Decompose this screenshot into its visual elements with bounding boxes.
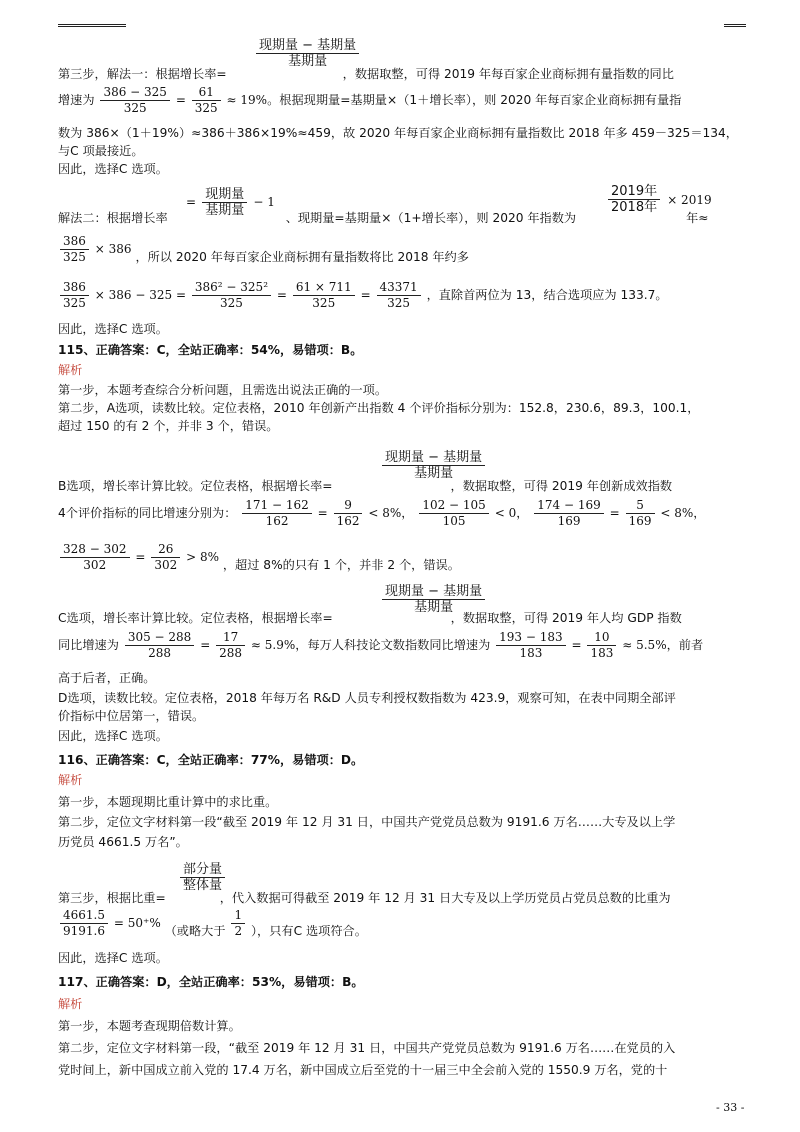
analysis-label: 解析 <box>58 773 83 787</box>
answer-header-117: 117、正确答案：D，全站正确率：53%，易错项：B。 <box>58 975 364 989</box>
year-ratio-formula: $\frac{\text{2019年}}{\text{2018年}}$ × 2019 <box>606 184 712 215</box>
conclusion-line: 因此，选择C 选项。 <box>58 951 168 965</box>
paragraph-line: 超过 150 的有 2 个，并非 3 个，错误。 <box>58 419 279 433</box>
paragraph-line: 第一步，本题考查综合分析问题，且需选出说法正确的一项。 <box>58 383 388 397</box>
paragraph-line: $\frac{4661.5}{9191.6}$ = 50⁺% （或略大于 $\frac{1}{2}$ ），只有C 选项符合。 <box>58 906 367 940</box>
paragraph-line: 第二步，A选项，读数比较。定位表格，2010 年创新产出指数 4 个评价指标分别为：152.8，230.6，89.3，100.1， <box>58 401 700 415</box>
paragraph-line: 价指标中位居第一，错误。 <box>58 709 205 723</box>
page-number: - 33 - <box>716 1101 745 1114</box>
paragraph-line: 第二步，定位文字材料第一段，“截至 2019 年 12 月 31 日，中国共产党党员总数为 9191.6 万名……在党员的入 <box>58 1041 676 1055</box>
fraction: $\frac{386 - 325}{325}$ <box>100 85 170 116</box>
header-rule-left <box>58 24 126 27</box>
paragraph-line: 同比增速为 $\frac{305 - 288}{288}$ = $\frac{17}{288}$ ≈ 5.9%，每万人科技论文数指数同比增速为 $\frac{193 - 183}{183}$ = $\frac{10}{183}$ ≈ 5.5%，前者 <box>58 630 704 660</box>
growth-rate-formula-alt: = $\frac{\text{现期量}}{\text{基期量}}$ − 1 <box>186 187 275 218</box>
analysis-label: 解析 <box>58 363 83 377</box>
paragraph-line: 第三步，根据比重= ，代入数据可得截至 2019 年 12 月 31 日大专及以上学历党员占党员总数的比重为 <box>58 891 671 905</box>
paragraph-line: C选项，增长率计算比较。定位表格，根据增长率= ，数据取整，可得 2019 年人均 GDP 指数 <box>58 611 682 625</box>
paragraph-line: 4个评价指标的同比增速分别为： $\frac{171 - 162}{162}$ = $\frac{9}{162}$ < 8%， $\frac{102 - 105}{105}$ < 0， $\frac{174 - 169}{169}$ = $\frac{5}{169}$ < 8%， <box>58 498 706 528</box>
paragraph-line: B选项，增长率计算比较。定位表格，根据增长率= ，数据取整，可得 2019 年创新成效指数 <box>58 479 673 493</box>
paragraph-line: 数为 386×（1＋19%）≈386＋386×19%≈459，故 2020 年每百家企业商标拥有量指数比 2018 年多 459－325＝134， <box>58 126 738 140</box>
paragraph-line: $\frac{386}{325}$ × 386 ，所以 2020 年每百家企业商标拥有量指数将比 2018 年约多 <box>58 232 469 266</box>
header-rule-right <box>724 24 746 27</box>
growth-rate-formula: 现期量 − 基期量 基期量 <box>382 450 485 481</box>
paragraph-line: 与C 项最接近。 <box>58 144 144 158</box>
paragraph-line: 历党员 4661.5 万名”。 <box>58 835 188 849</box>
paragraph-line: 第三步，解法一：根据增长率= ，数据取整，可得 2019 年每百家企业商标拥有量指数的同比 <box>58 67 674 81</box>
answer-header-116: 116、正确答案：C，全站正确率：77%，易错项：D。 <box>58 753 364 767</box>
paragraph-line: 第一步，本题现期比重计算中的求比重。 <box>58 795 278 809</box>
paragraph-line: 高于后者，正确。 <box>58 671 156 685</box>
conclusion-line: 因此，选择C 选项。 <box>58 322 168 336</box>
answer-header-115: 115、正确答案：C，全站正确率：54%，易错项：B。 <box>58 343 363 357</box>
ratio-formula: 部分量 整体量 <box>180 862 225 893</box>
paragraph-line: 第二步，定位文字材料第一段“截至 2019 年 12 月 31 日，中国共产党党员总数为 9191.6 万名……大专及以上学 <box>58 815 676 829</box>
analysis-label: 解析 <box>58 997 83 1011</box>
growth-rate-formula: 现期量 − 基期量 基期量 <box>382 584 485 615</box>
fraction: $\frac{61}{325}$ <box>192 85 221 116</box>
paragraph-line: $\frac{328 - 302}{302}$ = $\frac{26}{302}$ > 8% ，超过 8%的只有 1 个，并非 2 个，错误。 <box>58 540 460 574</box>
growth-rate-formula: 现期量 − 基期量 基期量 <box>256 38 359 69</box>
paragraph-line: D选项，读数比较。定位表格，2018 年每万名 R&D 人员专利授权数指数为 423.9，观察可知，在表中同期全部评 <box>58 691 676 705</box>
conclusion-line: 因此，选择C 选项。 <box>58 162 168 176</box>
paragraph-line: $\frac{386}{325}$ × 386 − 325 = $\frac{\text{386² − 325²}}{325}$ = $\frac{61 \times 711}{325}$ = $\frac{43371}{325}$ ，直除首两位为 13，结合选项应为 133.7。 <box>58 278 668 312</box>
paragraph-line: 增速为 $\frac{386 - 325}{325}$ = $\frac{61}{325}$ ≈ 19%。根据现期量=基期量×（1＋增长率），则 2020 年每百家企业商标拥有量指 <box>58 85 682 115</box>
conclusion-line: 因此，选择C 选项。 <box>58 729 168 743</box>
paragraph-line: 第一步，本题考查现期倍数计算。 <box>58 1019 241 1033</box>
paragraph-line: 党时间上，新中国成立前入党的 17.4 万名，新中国成立后至党的十一届三中全会前入党的 1550.9 万名，党的十 <box>58 1063 668 1077</box>
paragraph-line: 解法二：根据增长率 、现期量=基期量×（1+增长率），则 2020 年指数为 年≈ <box>58 211 709 225</box>
